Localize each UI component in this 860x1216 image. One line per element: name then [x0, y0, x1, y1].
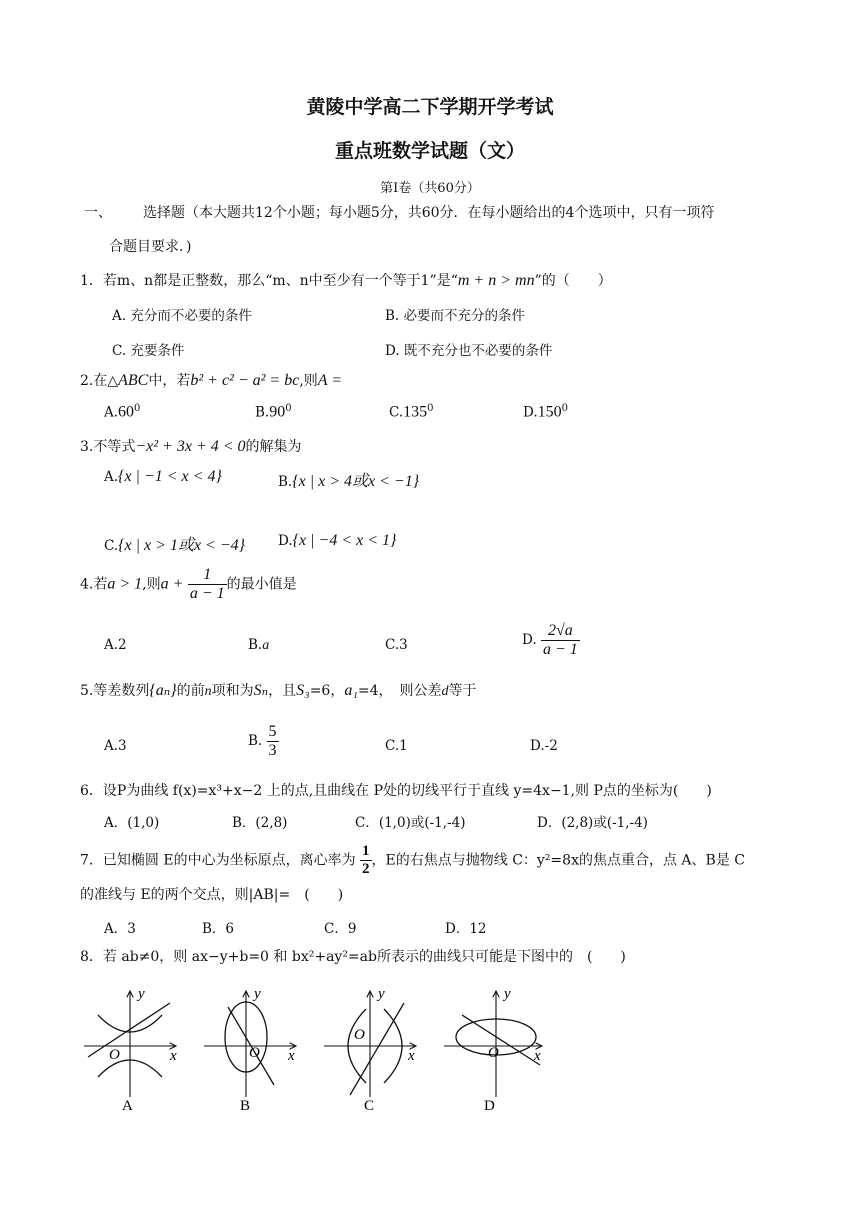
question-2-stem [80, 370, 342, 390]
figure-c [324, 986, 416, 1114]
q3-inequality: −x² + 3x + 4 < 0 [135, 438, 246, 455]
q2-option-a: $A.60^0$ [104, 403, 141, 421]
q7-option-c: C．9 [324, 921, 357, 937]
fig-b-caption: B [240, 1098, 251, 1114]
q2-post: ,则 [299, 373, 318, 389]
q4-option-a: A.2 [104, 637, 127, 653]
q2-triangle: ABC [118, 372, 149, 389]
q5-option-a: A.3 [104, 738, 127, 754]
q5-option-b: B. $\frac{5}{3}$ [248, 723, 277, 759]
figure-d [444, 986, 542, 1114]
q2-option-c: C.135$^0$ [389, 403, 434, 421]
fig-a-origin-label: O [109, 1047, 120, 1063]
volume-label: 第Ⅰ卷（共60分） [380, 181, 480, 196]
q1-option-a: A. 充分而不必要的条件 [112, 308, 252, 324]
q1-stem-post: ”的（ ） [534, 273, 612, 289]
q6-option-c: C．(1,0)或(-1,-4) [355, 815, 466, 831]
fig-d-y-label: y [504, 986, 511, 1002]
section-instruction-line2: 合题目要求．) [109, 239, 192, 255]
fig-b-x-label: x [288, 1048, 295, 1064]
exam-subtitle: 重点班数学试题（文） [334, 140, 525, 162]
fig-c-caption: C [364, 1098, 375, 1114]
q2-option-b: $B.90^0$ [255, 403, 292, 421]
q7-option-a: A．3 [104, 921, 136, 937]
fig-b-origin-label: O [249, 1045, 260, 1061]
q2-ask: A = [317, 372, 343, 389]
q6-option-d: D．(2,8)或(-1,-4) [537, 815, 648, 831]
q3-option-c: C.{x | x > 1或x < −4} [104, 537, 246, 554]
figure-a [84, 986, 177, 1114]
question-7-stem: 7．已知椭圆 E的中心为坐标原点，离心率为 $\frac{1}{2}$ ，E的右焦点与抛物线 C：y²=8x的焦点重合，点 A、B是 C [80, 843, 745, 877]
question-6-stem: 6．设P为曲线 f(x)=x³+x−2 上的点,且曲线在 P处的切线平行于直线 y=4x−1,则 P点的坐标为( ) [80, 783, 712, 799]
fig-a-caption: A [122, 1098, 133, 1114]
q5-option-c: C.1 [385, 738, 408, 754]
q2-mid: 中，若 [148, 373, 191, 389]
question-7-line2: 的准线与 E的两个交点，则|AB|= ( ) [80, 887, 344, 903]
fig-b-y-label: y [254, 986, 261, 1002]
fig-d-caption: D [484, 1098, 495, 1114]
section-instruction-line1: 选择题（本大题共12个小题；每小题5分，共60分．在每小题给出的4个选项中，只有一项符 [143, 205, 715, 221]
q3-option-a: A.{x | −1 < x < 4} [104, 468, 222, 485]
q2-stem-pre: 2.在△ [80, 373, 119, 389]
fig-c-origin-label: O [354, 1027, 365, 1043]
fig-a-x-label: x [170, 1048, 177, 1064]
q5-option-d: D.-2 [530, 738, 558, 754]
fig-c-x-label: x [408, 1048, 415, 1064]
section-number: 一、 [84, 205, 112, 221]
q8-figures [78, 985, 558, 1115]
q4-option-d: D. $\frac{2√a}{a - 1}$ [522, 622, 578, 658]
q4-fraction: $\frac{1}{a - 1}$ [189, 566, 225, 602]
fig-c-y-label: y [378, 986, 385, 1002]
question-8-stem: 8．若 ab≠0，则 ax−y+b=0 和 bx²+ay²=ab所表示的曲线只可能是下图中的 ( ) [80, 949, 626, 965]
figure-b [204, 986, 296, 1114]
q3-option-d: D.{x | −4 < x < 1} [278, 532, 397, 549]
q2-option-d: D.150$^0$ [523, 403, 569, 421]
q1-option-d: D. 既不充分也不必要的条件 [385, 343, 553, 359]
q6-option-b: B．(2,8) [232, 815, 288, 831]
fig-d-origin-label: O [488, 1045, 499, 1061]
question-4-stem: 4.若a > 1,则a + $\frac{1}{a - 1}$ 的最小值是 [80, 566, 297, 602]
q2-condition: b² + c² − a² = bc [190, 372, 300, 389]
q1-option-b: B. 必要而不充分的条件 [385, 308, 526, 324]
fig-d-x-label: x [534, 1048, 541, 1064]
question-1-stem [80, 270, 612, 290]
q4-option-c: C.3 [385, 637, 408, 653]
q7-option-b: B．6 [202, 921, 235, 937]
q6-option-a: A．(1,0) [104, 815, 160, 831]
question-5-stem: 5.等差数列{aₙ}的前n项和为Sₙ，且S₃=6，a₁=4， 则公差d等于 [80, 682, 477, 699]
q3-option-b: B.{x | x > 4或x < −1} [278, 473, 420, 490]
q1-option-c: C. 充要条件 [112, 343, 185, 359]
question-3-stem: 3.不等式−x² + 3x + 4 < 0的解集为 [80, 438, 302, 455]
q4-option-b: B.a [248, 637, 270, 653]
fig-a-y-label: y [138, 986, 145, 1002]
q1-stem-math: m + n > mn [457, 272, 535, 289]
q7-option-d: D．12 [445, 921, 487, 937]
q1-stem-pre: 1．若m、n都是正整数，那么“m、n中至少有一个等于1”是“ [80, 273, 458, 289]
exam-title: 黄陵中学高二下学期开学考试 [306, 96, 554, 118]
